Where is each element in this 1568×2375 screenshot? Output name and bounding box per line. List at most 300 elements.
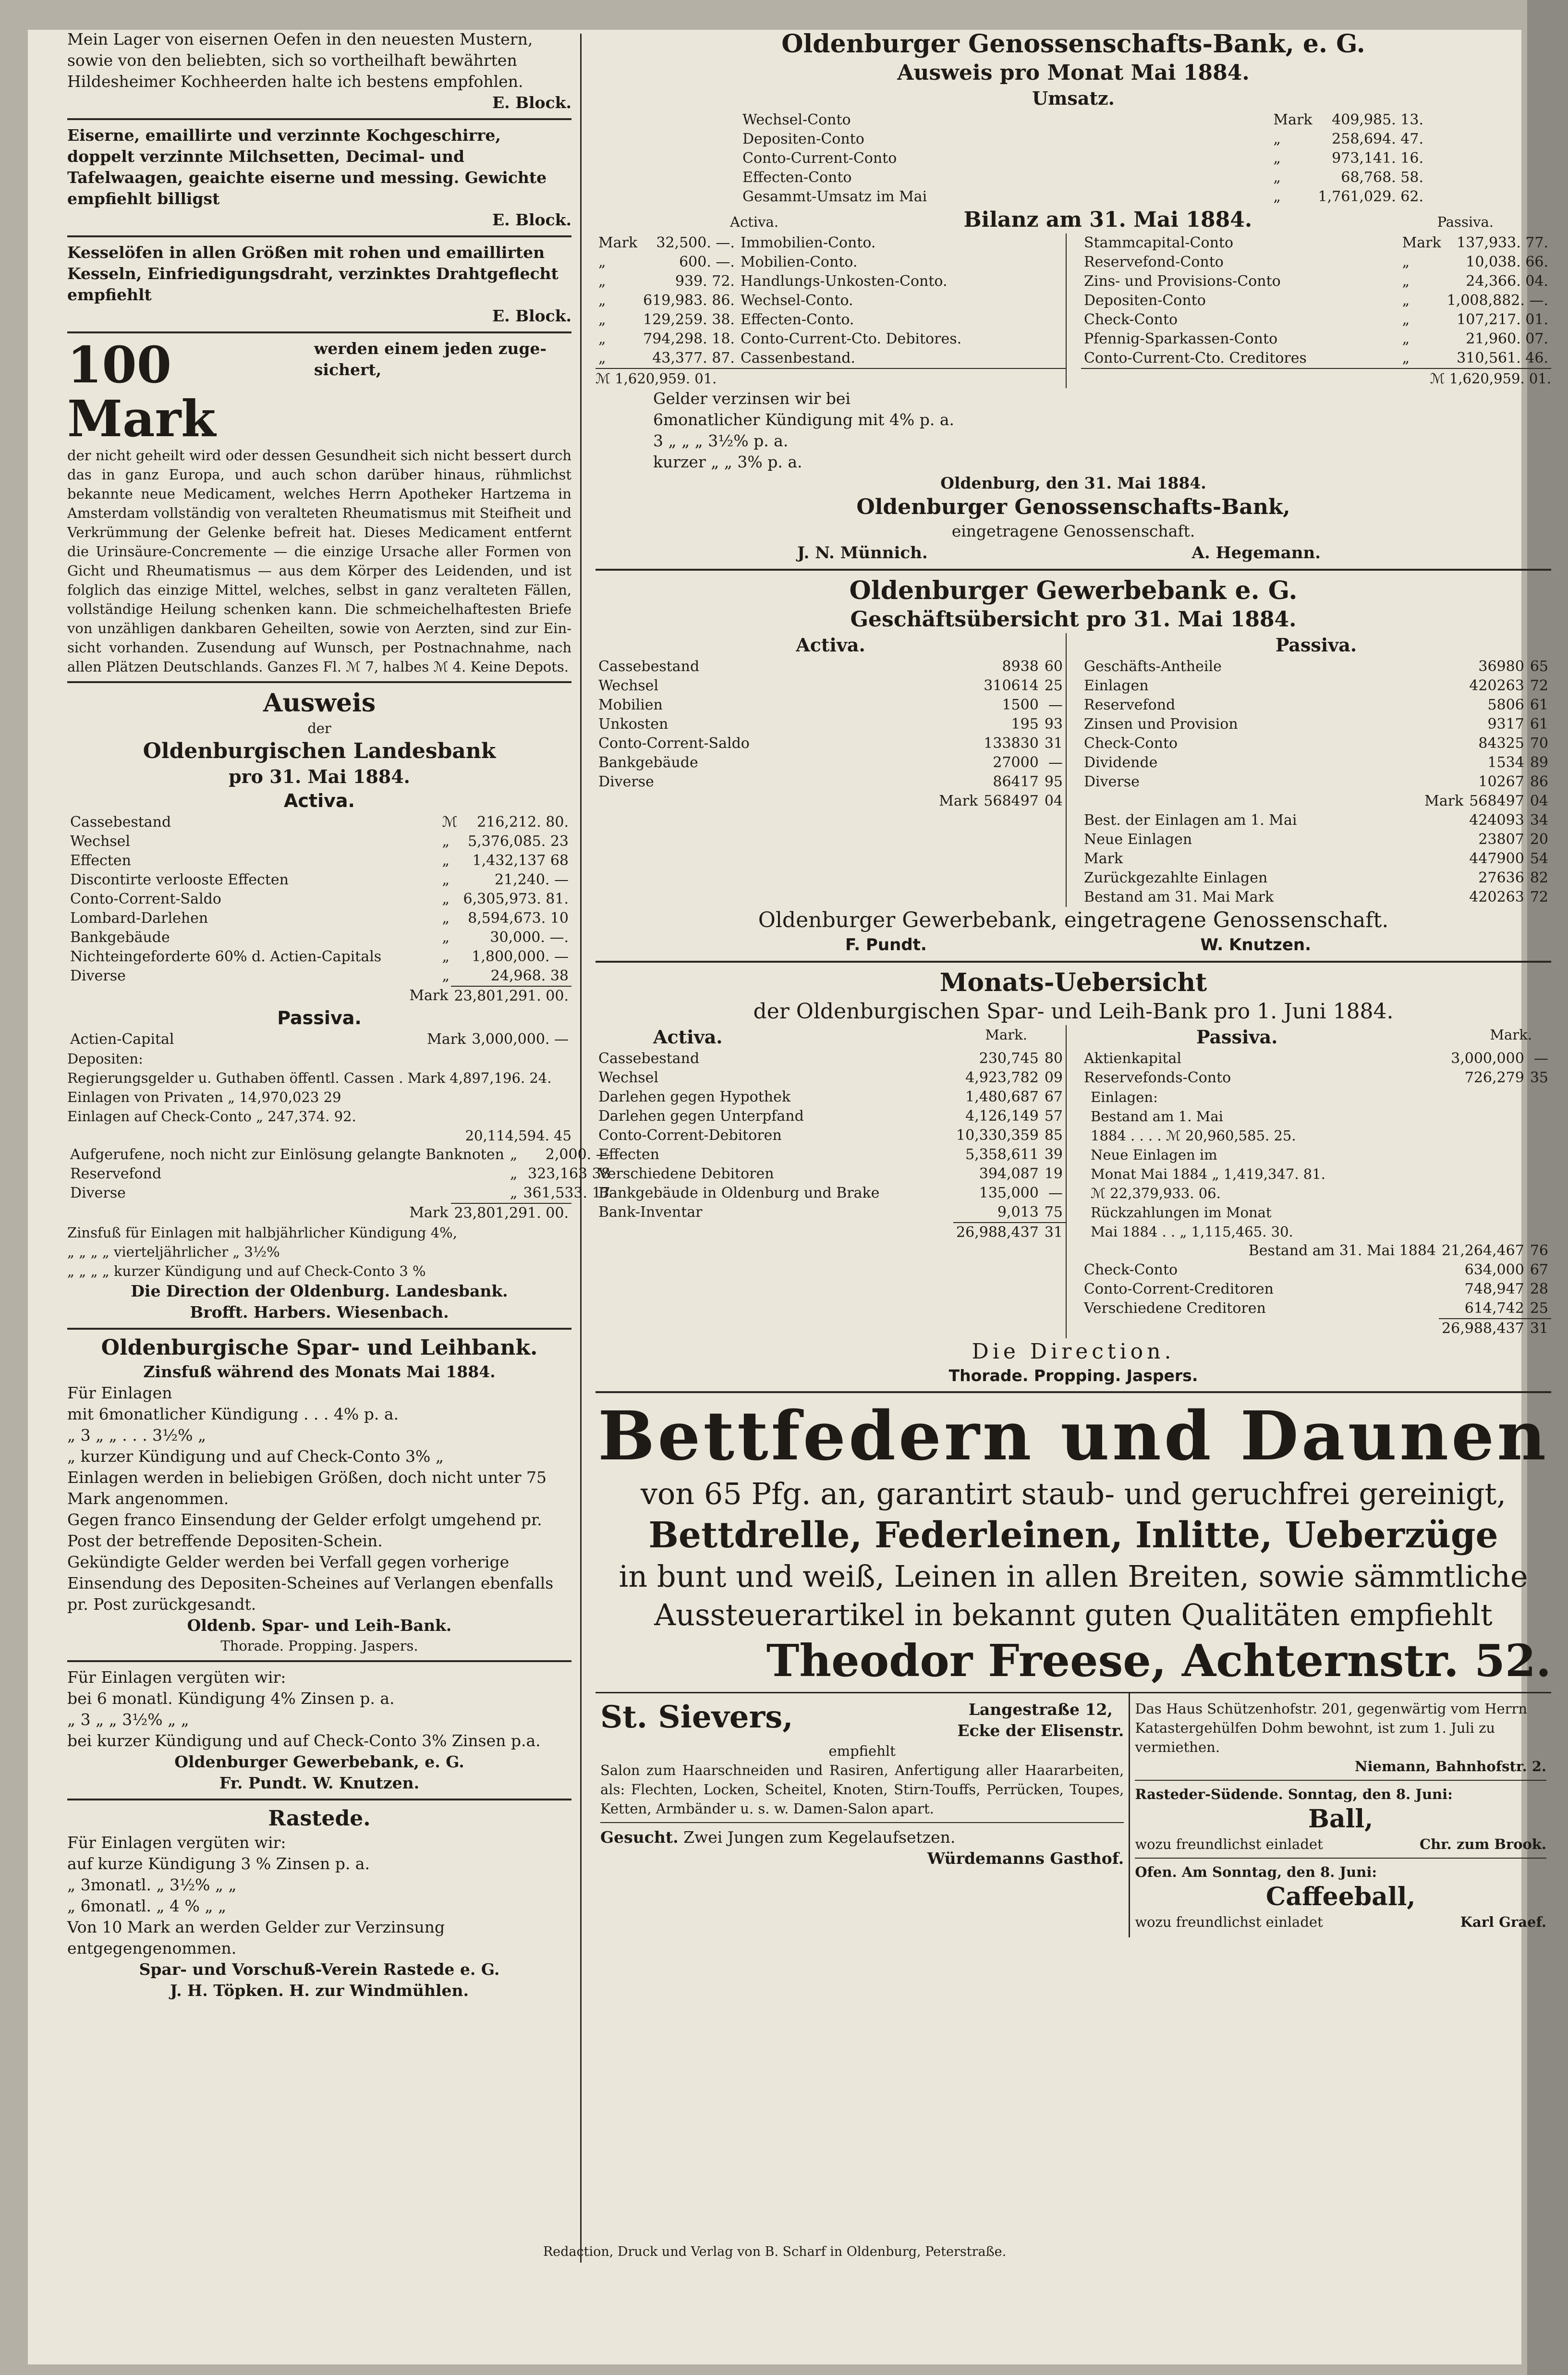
landesbank-passiva-row-label: Reservefond (70, 1165, 162, 1182)
gw-passiva-row-label: Dividende (1084, 754, 1158, 771)
gb-passiva-row-cur: „ (1402, 311, 1410, 328)
landesbank-depositen-total: 20,114,594. 45 (465, 1127, 571, 1144)
gw-activa-row-label: Wechsel (598, 677, 659, 694)
gw-passiva-row-label: Einlagen (1084, 677, 1149, 694)
mu-activa-row-label: Bank-Inventar (598, 1204, 703, 1221)
mu-activa-row (596, 1203, 1066, 1222)
landesbank-activa-row-value: 1,800,000. — (472, 948, 569, 965)
landesbank-activa-row-value: 1,432,137 68 (472, 852, 569, 869)
rastede-sign: Spar- und Vorschuß-Verein Rastede e. G. (139, 1960, 500, 1979)
mu-passiva-rest-row-label: Check-Conto (1084, 1261, 1178, 1278)
gw-passiva-row (1081, 772, 1551, 792)
gb-activa-row (596, 233, 1066, 253)
mu-activa-row-label: Cassebestand (598, 1050, 700, 1067)
gb-umsatz-row-label: Effecten-Conto (742, 169, 852, 186)
gw-passiva-row-pf: 72 (1530, 677, 1548, 694)
gb-passiva-row-label: Conto-Current-Cto. Creditores (1084, 350, 1307, 367)
landesbank-zins-line: „ „ „ „ vierteljährlicher „ 3½% (67, 1244, 280, 1260)
landesbank-activa-row-value: 5,376,085. 23 (468, 833, 569, 850)
landesbank-activa-row (67, 928, 571, 947)
gb-activa-row (596, 310, 1066, 330)
ad-kochgeschirre (67, 125, 571, 231)
landesbank-depositen-line: Regierungsgelder u. Guthaben öffentl. Cassen . Mark 4,897,196. 24. (67, 1070, 552, 1086)
landesbank-activa-row-cur: „ (442, 948, 450, 965)
gb-activa-row-cur: „ (598, 273, 606, 290)
landesbank-passiva-row (67, 1145, 613, 1164)
landesbank-depositen-line: Depositen: (67, 1051, 143, 1067)
gw-passiva-row (1081, 734, 1551, 753)
landesbank-passiva-total (67, 1203, 571, 1223)
gw-title: Oldenburger Gewerbebank e. G. (849, 576, 1298, 605)
gb-activa-row-value: 619,983. 86. (643, 292, 735, 309)
mu-activa-row-label: Conto-Corrent-Debitoren (598, 1127, 782, 1144)
gw-activa-row-pf: 93 (1044, 716, 1063, 733)
mu-activa-row-label: Darlehen gegen Hypothek (598, 1089, 791, 1105)
gb-umsatz-row-cur: „ (1273, 188, 1281, 205)
mu-subtitle: der Oldenburgischen Spar- und Leih-Bank pro 1. Juni 1884. (753, 999, 1394, 1024)
gb-passiva-row-label: Depositen-Conto (1084, 292, 1206, 309)
landesbank-statement (67, 688, 610, 1323)
ad-kochgeschirre-body: Eiserne, emaillirte und verzinnte Kochgeschirre, doppelt verzinnte Milchsetten, Decimal- und Tafelwaagen, geaichte eiserne und messing. Gewichte empfiehlt billigst (67, 126, 547, 208)
gw-activa-row-label: Unkosten (598, 716, 669, 733)
landesbank-date: pro 31. Mai 1884. (229, 766, 410, 787)
gb-sign2: eingetragene Genossenschaft. (951, 522, 1195, 540)
mu-activa-row-value: 394,087 (979, 1165, 1039, 1182)
mu-passiva-rest-row (1081, 1261, 1551, 1280)
mu-activa-row-pf: 85 (1044, 1127, 1063, 1144)
gw-passiva-total (1081, 792, 1551, 811)
bettfedern-line2: Bettdrelle, Federleinen, Inlitte, Ueberzüge (648, 1515, 1498, 1556)
small-ads-row (596, 1692, 1551, 1937)
gw-passiva-table (1081, 657, 1551, 792)
mu-activa-label: Activa. (653, 1026, 723, 1048)
gb-passiva-row-label: Zins- und Provisions-Conto (1084, 273, 1281, 290)
gw-extra-row-label: Mark (1084, 850, 1123, 867)
rastede-names: J. H. Töpken. H. zur Windmühlen. (170, 1981, 469, 2000)
mu-passiva-rest-row-value: 614,742 (1464, 1300, 1524, 1317)
gb-subtitle: Ausweis pro Monat Mai 1884. (897, 61, 1250, 85)
landesbank-activa-row-cur: „ (442, 910, 450, 927)
gb-passiva-row-value: 21,960. 07. (1466, 331, 1548, 347)
rastede-lines (67, 1832, 571, 1959)
mu-activa-row-value: 135,000 (979, 1185, 1039, 1201)
landesbank-activa-row-cur: ℳ (442, 814, 458, 831)
gb-activa-row-cur: „ (598, 254, 606, 270)
landesbank-activa-row (67, 947, 571, 967)
mu-passiva-rest-row-label: Verschiedene Creditoren (1084, 1300, 1266, 1317)
landesbank-activa-row (67, 813, 571, 832)
landesbank-activa-row-value: 216,212. 80. (477, 814, 569, 831)
gw-activa-row-value: 310614 (984, 677, 1039, 694)
gesucht-body: Zwei Jungen zum Kegelaufsetzen. (683, 1828, 956, 1847)
landesbank-activa-row-label: Effecten (70, 852, 131, 869)
mu-activa-row-value: 5,358,611 (965, 1146, 1039, 1163)
mu-activa-row-label: Verschiedene Debitoren (598, 1165, 774, 1182)
ad-bettfedern (596, 1398, 1551, 1687)
rastede-line: „ 6monatl. „ 4 % „ „ (67, 1897, 227, 1915)
mu-activa-row-value: 1,480,687 (965, 1089, 1039, 1105)
gb-activa-label: Activa. (730, 214, 779, 230)
gb-activa-row-cur: „ (598, 331, 606, 347)
mu-title: Monats-Uebersicht (939, 968, 1207, 997)
gb-bilanz-label: Bilanz am 31. Mai 1884. (963, 208, 1252, 232)
gb-activa-row (596, 291, 1066, 310)
gw-passiva-label: Passiva. (1275, 634, 1357, 656)
gb-passiva-row (1081, 233, 1551, 253)
gw-activa-row (596, 676, 1066, 696)
gw-subtitle: Geschäftsübersicht pro 31. Mai 1884. (850, 607, 1297, 632)
gw-passiva-row (1081, 715, 1551, 734)
landesbank-activa-row-label: Discontirte verlooste Effecten (70, 871, 289, 888)
gb-umsatz-row-value: 258,694. 47. (1332, 131, 1423, 147)
gw-passiva-row-pf: 86 (1530, 773, 1548, 790)
ad-kessel-body: Kesselöfen in allen Größen mit rohen und emaillirten Kesseln, Einfriedigungsdraht, verzinktes Drahtgeflecht empfiehlt (67, 243, 559, 304)
ball-title: Ball, (1308, 1804, 1374, 1834)
landesbank-activa-row-cur: „ (442, 967, 450, 984)
gw-activa-row-pf: 31 (1044, 735, 1063, 752)
gb-passiva-row-cur: „ (1402, 331, 1410, 347)
gw-extra-row-pf: 54 (1530, 850, 1548, 867)
gw-activa-row-label: Diverse (598, 773, 654, 790)
gw-passiva-row-value: 5806 (1487, 697, 1524, 713)
gewerbebank-notice-sign: Oldenburger Gewerbebank, e. G. (174, 1752, 464, 1771)
gw-activa-row (596, 734, 1066, 753)
landesbank-passiva-row-value: 2,000. — (545, 1146, 610, 1163)
gw-activa-total-pf: 04 (1044, 793, 1063, 809)
gw-activa-row-label: Bankgebäude (598, 754, 698, 771)
landesbank-passiva-row-label: Diverse (70, 1185, 126, 1201)
mu-activa-row-pf: 80 (1044, 1050, 1063, 1067)
landesbank-passiva-row-value: 361,533. 17 (523, 1185, 610, 1201)
gw-passiva-row-pf: 65 (1530, 658, 1548, 675)
gw-passiva-row-value: 420263 (1469, 677, 1524, 694)
gw-activa-row-pf: 25 (1044, 677, 1063, 694)
landesbank-passiva-row-label: Aufgerufene, noch nicht zur Einlösung gelangte Banknoten (70, 1146, 504, 1163)
ad-100-mark-headline: 100 Mark (67, 335, 216, 448)
landesbank-passiva-table (67, 1145, 613, 1203)
ad-kochgeschirre-sign: E. Block. (492, 210, 571, 229)
gb-activa-row-value: 939. 72. (675, 273, 735, 290)
landesbank-activa-row-label: Nichteingeforderte 60% d. Actien-Capitals (70, 948, 382, 965)
mu-passiva-rest-row-pf: 67 (1530, 1261, 1548, 1278)
gw-activa-total-label: Mark (939, 793, 978, 809)
gw-extra-row-pf: 72 (1530, 889, 1548, 906)
landesbank-activa-row (67, 909, 571, 928)
imprint: Redaction, Druck und Verlag von B. Scharf in Oldenburg, Peterstraße. (543, 2244, 1007, 2259)
mu-einlagen-line: 1884 . . . . ℳ 20,960,585. 25. (1091, 1127, 1296, 1144)
ad-oefen-body: Mein Lager von eisernen Oefen in den neuesten Mustern, sowie von den beliebten, sich so vortheilhaft bewährten Hildesheimer Kochheerden halte ich bestens empfohlen. (67, 30, 533, 91)
gb-passiva-row-label: Stammcapital-Conto (1084, 234, 1234, 251)
gw-passiva-total-value: 568497 (1469, 793, 1524, 809)
gb-passiva-row (1081, 349, 1551, 368)
landesbank-actien-value: 3,000,000. — (472, 1031, 569, 1048)
gw-passiva-row (1081, 676, 1551, 696)
gw-passiva-row-label: Zinsen und Provision (1084, 716, 1238, 733)
gb-zins (596, 388, 1551, 473)
gw-sign: Oldenburger Gewerbebank, eingetragene Genossenschaft. (758, 908, 1389, 932)
mu-passiva-rest-row-value: 634,000 (1464, 1261, 1524, 1278)
gewerbebank-notice-line: „ 3 „ „ 3½% „ „ (67, 1710, 189, 1729)
gw-activa-row-pf: 95 (1044, 773, 1063, 790)
landesbank-activa-row (67, 890, 571, 909)
ad-kessel-sign: E. Block. (492, 306, 571, 325)
sparbank-line: „ kurzer Kündigung und auf Check-Conto 3% „ (67, 1447, 444, 1466)
gw-extra-row-value: 27636 (1478, 869, 1524, 886)
gw-extra-row-pf: 82 (1530, 869, 1548, 886)
rastede-line: Für Einlagen vergüten wir: (67, 1833, 286, 1852)
gb-activa-row-value: 600. —. (679, 254, 735, 270)
gw-extra-row-value: 23807 (1478, 831, 1524, 848)
gb-umsatz-row (740, 149, 1426, 168)
gb-activa-row (596, 253, 1066, 272)
gw-passiva-total-label: Mark (1424, 793, 1464, 809)
gb-name1: J. N. Münnich. (797, 543, 928, 563)
ad-ball (1135, 1785, 1546, 1854)
gw-passiva-row-label: Geschäfts-Antheile (1084, 658, 1222, 675)
gw-passiva-row (1081, 753, 1551, 772)
gw-activa-row-pf: — (1048, 754, 1063, 771)
landesbank-passiva-label: Passiva. (277, 1007, 362, 1028)
gw-passiva-row-pf: 70 (1530, 735, 1548, 752)
sparbank-line: Gekündigte Gelder werden bei Verfall gegen vorherige Einsendung des Depositen-Scheines auf Verlangen ebenfalls pr. Post zurückgesandt. (67, 1553, 554, 1614)
gw-activa-row-value: 133830 (984, 735, 1039, 752)
gw-activa-row (596, 657, 1066, 676)
gw-passiva-row-pf: 89 (1530, 754, 1548, 771)
gb-umsatz-row-label: Gesammt-Umsatz im Mai (742, 188, 927, 205)
gw-activa-label: Activa. (796, 634, 865, 656)
mu-passiva-top-row (1081, 1049, 1551, 1068)
mu-activa-row-pf: 67 (1044, 1089, 1063, 1105)
gb-activa-row-label: Conto-Current-Cto. Debitores. (740, 331, 962, 347)
sievers-name: St. Sievers, (600, 1699, 793, 1735)
mu-activa-row (596, 1145, 1066, 1164)
bettfedern-line1: von 65 Pfg. an, garantirt staub- und geruchfrei gereinigt, (640, 1476, 1507, 1511)
gb-zins-line: kurzer „ „ 3% p. a. (653, 453, 802, 471)
mu-passiva-top (1081, 1049, 1551, 1088)
landesbank-activa-row-value: 24,968. 38 (490, 967, 569, 984)
landesbank-passiva-row (67, 1184, 613, 1203)
gb-umsatz-row (740, 110, 1426, 130)
landesbank-names: Brofft. Harbers. Wiesenbach. (190, 1303, 449, 1322)
gb-umsatz-row-cur: „ (1273, 169, 1281, 186)
mu-activa-row-label: Effecten (598, 1146, 659, 1163)
mu-passiva-top-row-value: 726,279 (1464, 1069, 1524, 1086)
landesbank-passiva-row-cur: „ (510, 1185, 518, 1201)
gw-activa-row-value: 86417 (993, 773, 1039, 790)
gw-activa-row-value: 195 (1011, 716, 1039, 733)
mu-passiva-rest-row-value: 748,947 (1464, 1281, 1524, 1298)
bettfedern-sign: Theodor Freese, Achternstr. 52. (766, 1635, 1551, 1687)
sparbank-subtitle: Zinsfuß während des Monats Mai 1884. (143, 1362, 496, 1381)
gb-activa-row-cur: „ (598, 311, 606, 328)
gb-activa-row-label: Mobilien-Conto. (740, 254, 858, 270)
landesbank-actien (67, 1030, 571, 1049)
gw-passiva-row-value: 84325 (1478, 735, 1524, 752)
landesbank-passiva-row-cur: „ (510, 1165, 518, 1182)
gw-activa-row (596, 753, 1066, 772)
haus-sign: Niemann, Bahnhofstr. 2. (1355, 1758, 1546, 1775)
gb-umsatz-row (740, 187, 1426, 207)
sievers-addr2: Ecke der Elisenstr. (957, 1721, 1124, 1740)
mu-passiva-total-value: 26,988,437 (1439, 1319, 1527, 1338)
mu-activa-row (596, 1068, 1066, 1088)
rastede-notice (67, 1805, 571, 2001)
gewerbebank-lines (67, 1667, 571, 1751)
gw-extra-row-value: 447900 (1469, 850, 1524, 867)
gw-passiva-row-label: Reservefond (1084, 697, 1176, 713)
gb-name2: A. Hegemann. (1191, 543, 1321, 563)
landesbank-activa-row-label: Cassebestand (70, 814, 171, 831)
rastede-line: Von 10 Mark an werden Gelder zur Verzinsung entgegengenommen. (67, 1918, 445, 1958)
cafe-sign: Karl Graef. (1460, 1914, 1546, 1930)
mu-passiva-top-row-label: Reservefonds-Conto (1084, 1069, 1231, 1086)
landesbank-activa-row (67, 851, 571, 870)
gb-umsatz-row-label: Conto-Current-Conto (742, 150, 897, 167)
bettfedern-line3: in bunt und weiß, Leinen in allen Breiten, sowie sämmtliche (619, 1559, 1528, 1594)
mu-activa-row (596, 1164, 1066, 1184)
landesbank-activa-row-label: Bankgebäude (70, 929, 170, 946)
landesbank-activa-row-value: 21,240. — (494, 871, 569, 888)
genossenschaftsbank-statement (596, 29, 1551, 564)
haus-body: Das Haus Schützenhofstr. 201, gegenwärtig vom Herrn Katastergehülfen Dohm bewohnt, ist zum 1. Juli zu vermiethen. (1135, 1701, 1528, 1755)
gb-passiva-row-value: 24,366. 04. (1466, 273, 1548, 290)
gb-zins-line: 3 „ „ „ 3½% p. a. (653, 431, 789, 450)
gw-passiva-row (1081, 657, 1551, 676)
gw-extra-row-label: Best. der Einlagen am 1. Mai (1084, 812, 1297, 829)
landesbank-activa-row-label: Lombard-Darlehen (70, 910, 208, 927)
gw-extra-row (1081, 811, 1551, 830)
gb-sign: Oldenburger Genossenschafts-Bank, (856, 495, 1290, 519)
gw-extra-row-pf: 34 (1530, 812, 1548, 829)
gb-title: Oldenburger Genossenschafts-Bank, e. G. (781, 29, 1365, 59)
mu-einlagen-line: Neue Einlagen im (1091, 1147, 1217, 1163)
gw-extra-row-pf: 20 (1530, 831, 1548, 848)
landesbank-passiva-total-cur: Mark (409, 1204, 449, 1221)
landesbank-activa-row-cur: „ (442, 929, 450, 946)
mu-bestand-label: Bestand am 31. Mai 1884 (1248, 1242, 1436, 1259)
gw-passiva-row-value: 10267 (1478, 773, 1524, 790)
gw-passiva-row-value: 36980 (1478, 658, 1524, 675)
gb-passiva-row-cur: „ (1402, 273, 1410, 290)
landesbank-activa-total (67, 986, 571, 1006)
mu-activa-row (596, 1184, 1066, 1203)
sparbank-line: mit 6monatlicher Kündigung . . . 4% p. a. (67, 1405, 399, 1423)
gw-activa-total (596, 792, 1066, 811)
sievers-addr1: Langestraße 12, (968, 1700, 1113, 1719)
mu-activa-row-pf: 39 (1044, 1146, 1063, 1163)
mu-activa-row-value: 4,126,149 (965, 1108, 1039, 1125)
mu-activa-row-pf: 75 (1044, 1204, 1063, 1221)
mu-names: Thorade. Propping. Jaspers. (948, 1366, 1198, 1385)
gb-umsatz-row (740, 130, 1426, 149)
gb-umsatz-row-label: Wechsel-Conto (742, 111, 851, 128)
mu-passiva-top-row-label: Aktienkapital (1084, 1050, 1181, 1067)
landesbank-der: der (307, 720, 331, 736)
mu-einlagen-line: ℳ 22,379,933. 06. (1091, 1185, 1221, 1201)
mu-einlagen-line: Rückzahlungen im Monat (1091, 1204, 1272, 1221)
gb-activa-table (596, 233, 1066, 368)
rastede-line: auf kurze Kündigung 3 % Zinsen p. a. (67, 1854, 370, 1873)
ad-100-mark-side: werden einem jeden zugesichert, (314, 339, 547, 379)
ad-100-mark-body: der nicht geheilt wird oder dessen Gesundheit sich nicht bessert durch das in ganz Europa, und auch schon darüber hinaus, rühmlichst bekannte neue Medicament, welches Herrn Apotheker Hartzema in Amsterdam vollständig von veralteten Rheumatismus mit Steifheit und Verkrümmung der Gelenke befreit hat. Dieses Medicament entfernt die Urinsäure-Concremente — die einzige Ursache aller Formen von Gicht und Rheumatismus — aus dem Körper des Leidenden, und ist folglich das einzige Mittel, welches, selbst in ganz veralteten Fällen, vollständige Heilung schenken kann. Die schmeichelhaftesten Briefe von unzähligen dankbaren Geheilten, sowie von Aerzten, sind zur Einsicht vorhanden. Zusendung auf Wunsch, per Postnachnahme, nach allen Plätzen Deutschlands. Ganzes Fl. ℳ 7, halbes ℳ 4. Keine Depots. (67, 447, 571, 675)
landesbank-activa-row (67, 870, 571, 890)
gb-umsatz-row-cur: „ (1273, 150, 1281, 167)
sparbank-line: Einlagen werden in beliebigen Größen, doch nicht unter 75 Mark angenommen. (67, 1468, 547, 1508)
gb-passiva-row-label: Reservefond-Conto (1084, 254, 1224, 270)
sievers-empf: empfiehlt (828, 1743, 896, 1759)
landesbank-activa-row (67, 832, 571, 851)
gb-activa-row-value: 794,298. 18. (643, 331, 735, 347)
gw-activa-row (596, 772, 1066, 792)
gw-activa-row-pf: 60 (1044, 658, 1063, 675)
gb-passiva-row (1081, 291, 1551, 310)
landesbank-activa-label: Activa. (284, 790, 355, 811)
ad-gesucht (600, 1827, 1124, 1869)
mu-activa-table (596, 1049, 1066, 1222)
gb-zins-line: 6monatlicher Kündigung mit 4% p. a. (653, 410, 955, 429)
gb-passiva-row-value: 137,933. 77. (1457, 234, 1548, 251)
mu-passiva-top-row-pf: 35 (1530, 1069, 1548, 1086)
mu-einlagen-line: Bestand am 1. Mai (1091, 1108, 1223, 1125)
ad-oefen (67, 29, 571, 113)
gw-name1: F. Pundt. (845, 935, 927, 955)
gb-passiva-row (1081, 272, 1551, 291)
mu-activa-row (596, 1088, 1066, 1107)
landesbank-title: Ausweis (263, 688, 376, 718)
gw-passiva-total-pf: 04 (1530, 793, 1548, 809)
mu-passiva-rest-row (1081, 1299, 1551, 1318)
ball-head: Rasteder-Südende. Sonntag, den 8. Juni: (1135, 1786, 1453, 1802)
gw-activa-row (596, 696, 1066, 715)
ball-sign: Chr. zum Brook. (1420, 1836, 1546, 1852)
mu-activa-row (596, 1107, 1066, 1126)
mu-passiva-total-pf: 31 (1527, 1319, 1551, 1338)
gb-activa-row-value: 129,259. 38. (643, 311, 735, 328)
gb-umsatz-label: Umsatz. (1032, 87, 1115, 109)
ad-haus (1135, 1699, 1546, 1776)
gb-passiva-total: ℳ 1,620,959. 01. (1081, 368, 1551, 388)
gb-passiva-row-value: 1,008,882. —. (1446, 292, 1548, 309)
mu-passiva-label: Passiva. (1196, 1026, 1278, 1048)
mu-activa-total-pf: 31 (1042, 1223, 1066, 1242)
gw-extra-row (1081, 869, 1551, 888)
ad-oefen-sign: E. Block. (492, 93, 571, 112)
gw-extra-table (1081, 811, 1551, 907)
gb-activa-row-label: Wechsel-Conto. (740, 292, 853, 309)
gb-umsatz-row-label: Depositen-Conto (742, 131, 864, 147)
sparbank-title: Oldenburgische Spar- und Leihbank. (101, 1335, 538, 1360)
gw-passiva-row (1081, 696, 1551, 715)
landesbank-activa-row-cur: „ (442, 871, 450, 888)
gesucht-sign: Würdemanns Gasthof. (927, 1849, 1124, 1868)
ad-100-mark (67, 335, 571, 676)
mu-passiva-rest (1081, 1261, 1551, 1318)
mu-passiva-rest-row-pf: 28 (1530, 1281, 1548, 1298)
gb-passiva-table (1081, 233, 1551, 368)
landesbank-depositen-line: Einlagen von Privaten „ 14,970,023 29 (67, 1089, 341, 1105)
landesbank-activa-row-label: Wechsel (70, 833, 131, 850)
ad-sievers (600, 1699, 1124, 1818)
gb-passiva-row (1081, 310, 1551, 330)
mu-activa-row-value: 10,330,359 (956, 1127, 1039, 1144)
mu-activa-row-pf: 19 (1044, 1165, 1063, 1182)
mu-einlagen-line: Einlagen: (1091, 1089, 1158, 1105)
gb-activa-row-value: 32,500. —. (656, 234, 735, 251)
gw-passiva-row-label: Diverse (1084, 773, 1140, 790)
sparbank-line: „ 3 „ „ . . . 3½% „ (67, 1426, 207, 1445)
sparbank-notice (67, 1334, 571, 1655)
gb-passiva-row-value: 310,561. 46. (1457, 350, 1548, 367)
